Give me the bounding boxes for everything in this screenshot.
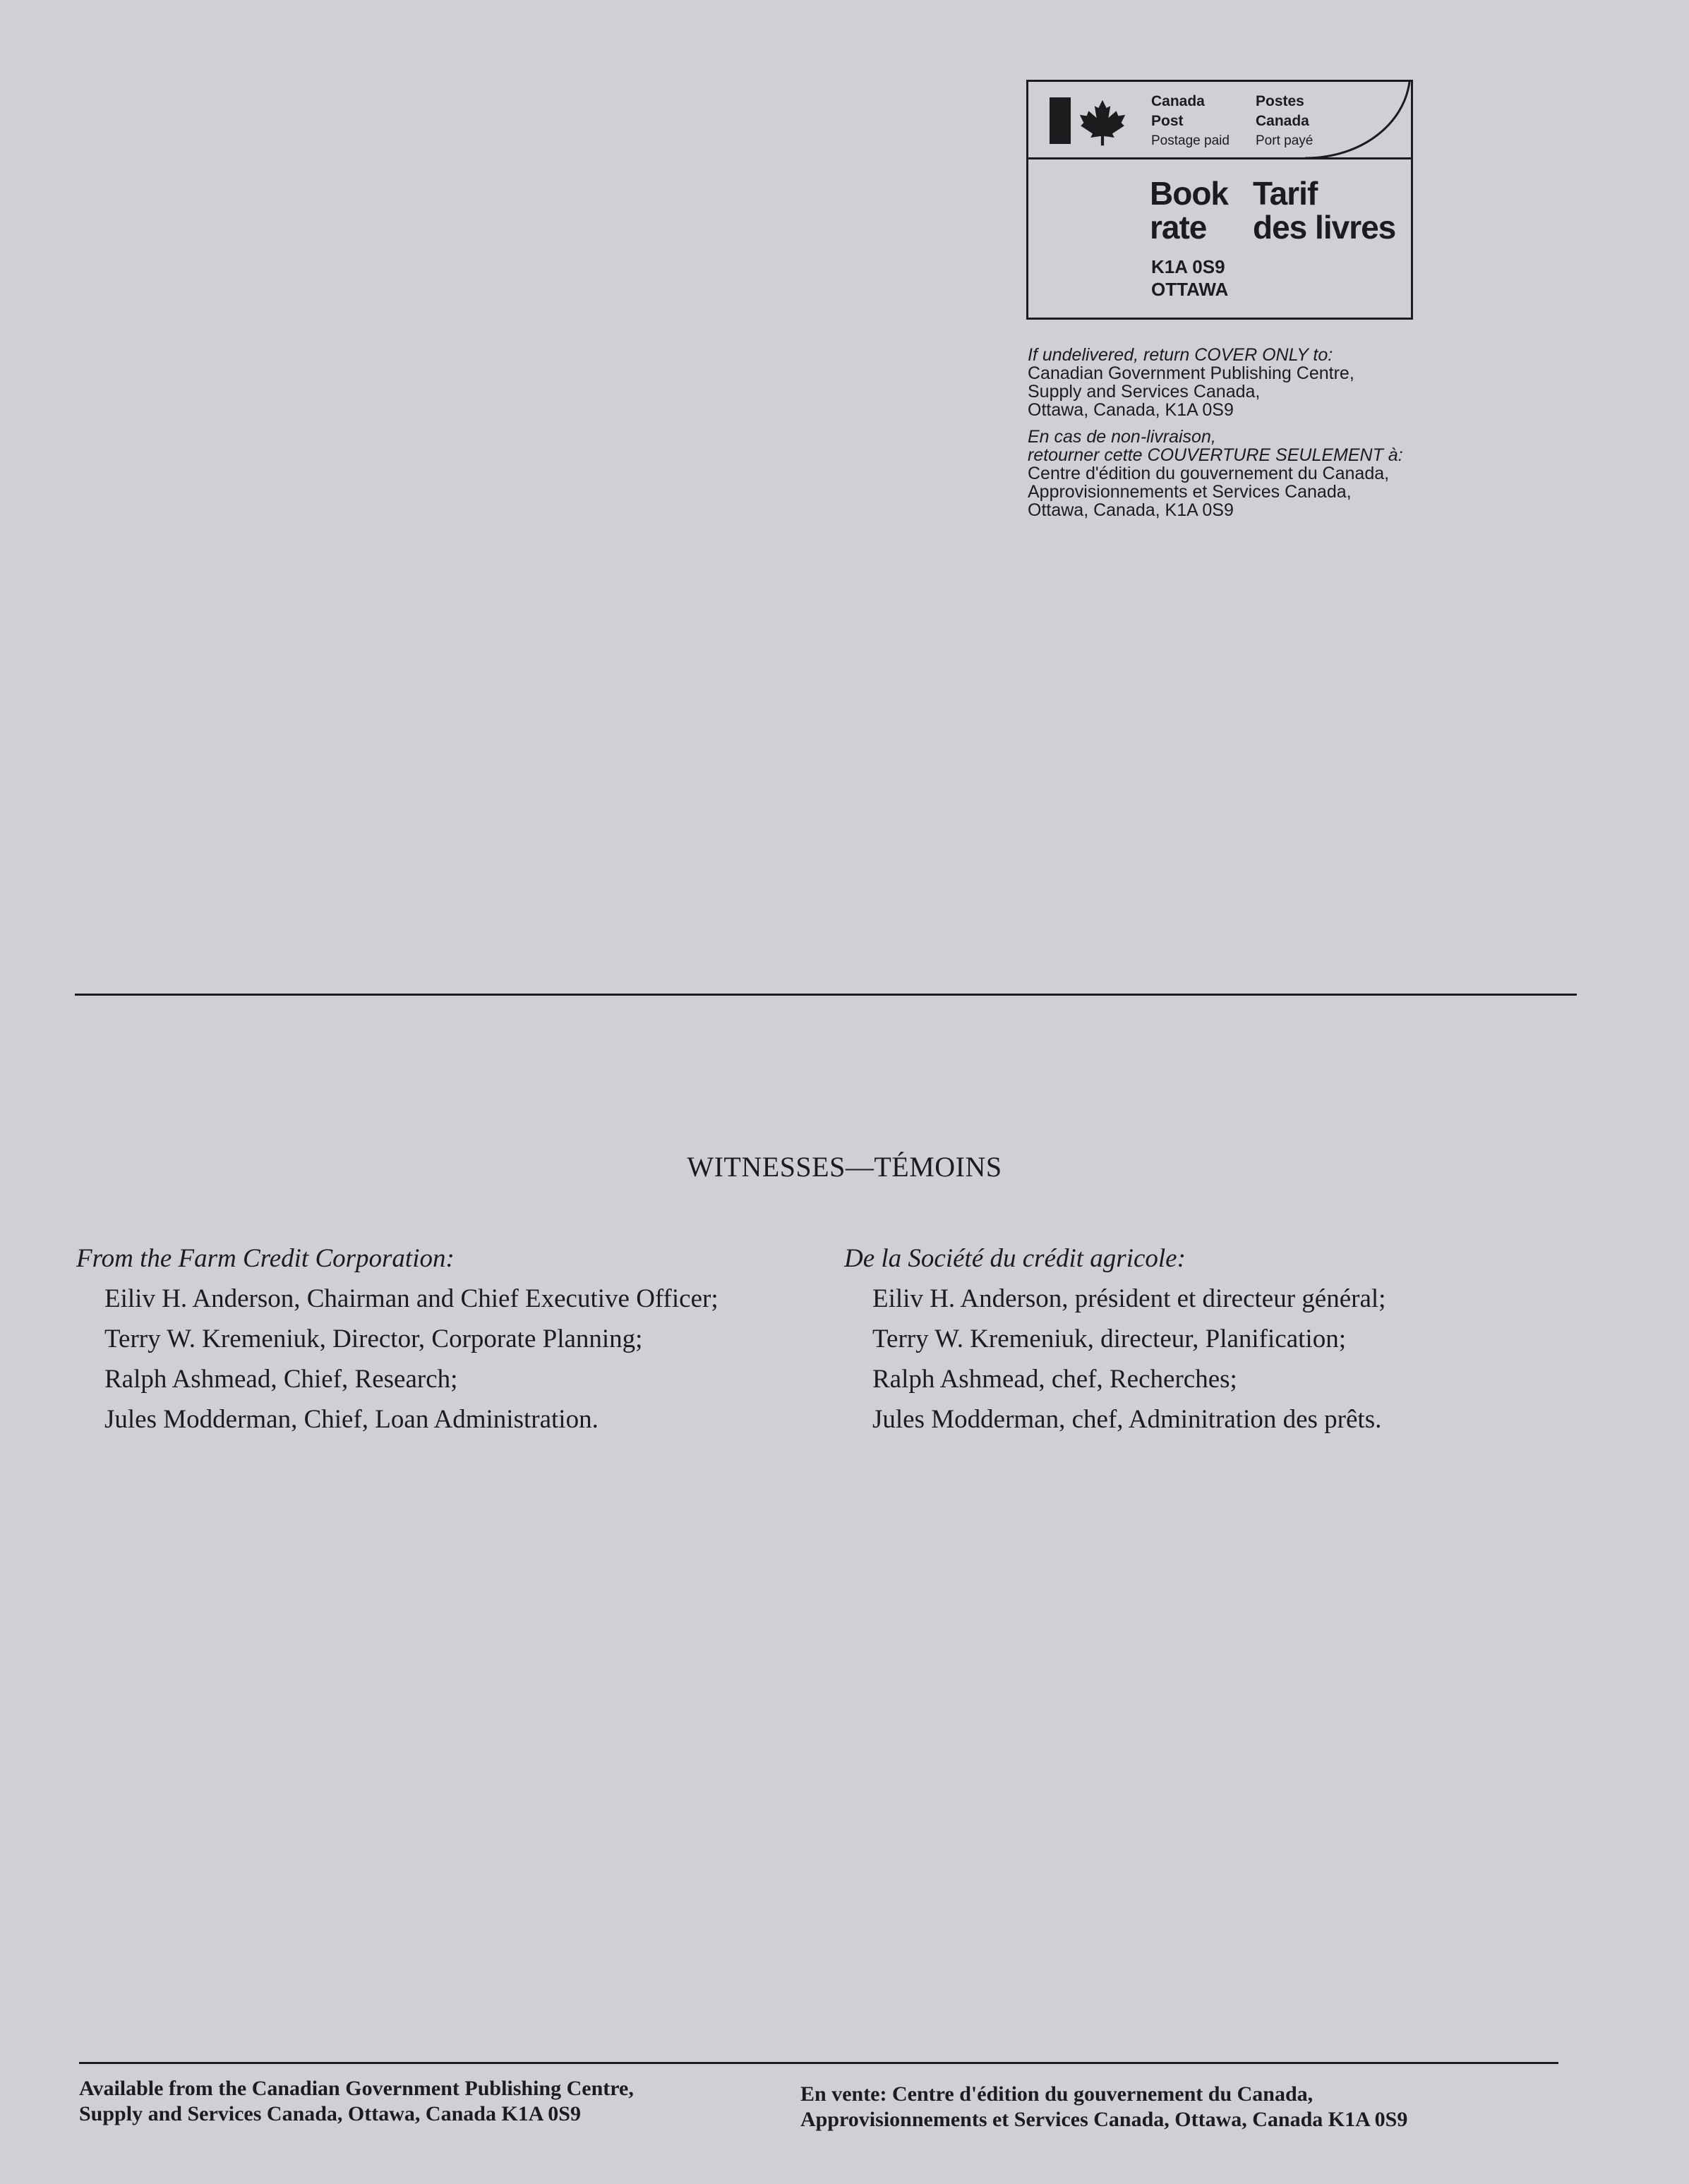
indicia-en-line3: Postage paid [1151,133,1230,148]
postage-indicia [1026,80,1413,320]
indicia-fr-line2: Canada [1256,113,1309,129]
return-address [1028,346,1536,519]
witnesses-french [844,1238,1386,1440]
witness-person: Eiliv H. Anderson, Chairman and Chief Executive Officer; [104,1284,719,1313]
rate-en-line1: Book [1150,175,1228,212]
return-fr-line: Ottawa, Canada, K1A 0S9 [1028,500,1234,520]
witnesses-title: WITNESSES—TÉMOINS [687,1151,1002,1183]
return-en-line: Canadian Government Publishing Centre, [1028,363,1354,383]
footer-fr-line: En vente: Centre d'édition du gouvernement du Canada, [800,2082,1314,2106]
postal-code: K1A 0S9 [1151,256,1225,277]
indicia-curve [1305,82,1411,159]
witnesses-english [76,1238,719,1440]
section-divider [75,994,1577,996]
indicia-english [1151,92,1230,151]
witness-person: Terry W. Kremeniuk, Director, Corporate Planning; [104,1325,643,1353]
book-rate-fr [1253,176,1395,244]
indicia-fr-line3: Port payé [1256,133,1314,148]
witness-person: Ralph Ashmead, Chief, Research; [104,1365,458,1394]
rate-fr-line1: Tarif [1253,175,1318,212]
rate-en-line2: rate [1150,209,1207,246]
return-en-line: Supply and Services Canada, [1028,382,1261,402]
rate-fr-line2: des livres [1253,209,1396,246]
maple-leaf-icon [1078,97,1127,148]
postal-city: OTTAWA [1151,279,1229,300]
return-fr-line: Centre d'édition du gouvernement du Canada, [1028,464,1390,483]
return-fr-line: Approvisionnements et Services Canada, [1028,482,1352,502]
indicia-en-line1: Canada [1151,93,1205,109]
footer-divider [79,2062,1558,2064]
witness-org: From the Farm Credit Corporation: [76,1244,455,1273]
return-en-line: Ottawa, Canada, K1A 0S9 [1028,400,1234,420]
witness-person: Jules Modderman, chef, Adminitration des prêts. [872,1405,1382,1434]
footer-english [79,2076,634,2127]
indicia-fr-line1: Postes [1256,93,1304,109]
footer-en-line: Supply and Services Canada, Ottawa, Canada K1A 0S9 [79,2102,581,2125]
witness-person: Ralph Ashmead, chef, Recherches; [872,1365,1237,1394]
indicia-en-line2: Post [1151,113,1184,129]
return-en-line: If undelivered, return COVER ONLY to: [1028,345,1333,365]
witness-person: Eiliv H. Anderson, président et directeur général; [872,1284,1386,1313]
book-rate-en [1150,176,1228,244]
canada-flag-bar-icon [1050,97,1071,144]
witness-org: De la Société du crédit agricole: [844,1244,1186,1273]
footer-french [800,2082,1407,2132]
footer-fr-line: Approvisionnements et Services Canada, Ottawa, Canada K1A 0S9 [800,2108,1408,2131]
footer-en-line: Available from the Canadian Government Publishing Centre, [79,2077,634,2100]
indicia-header [1028,82,1411,159]
witness-person: Terry W. Kremeniuk, directeur, Planification; [872,1325,1346,1353]
postal-code-block [1151,255,1228,301]
return-fr-line: retourner cette COUVERTURE SEULEMENT à: [1028,445,1403,465]
return-fr-line: En cas de non-livraison, [1028,427,1216,447]
witness-person: Jules Modderman, Chief, Loan Administration. [104,1405,599,1434]
